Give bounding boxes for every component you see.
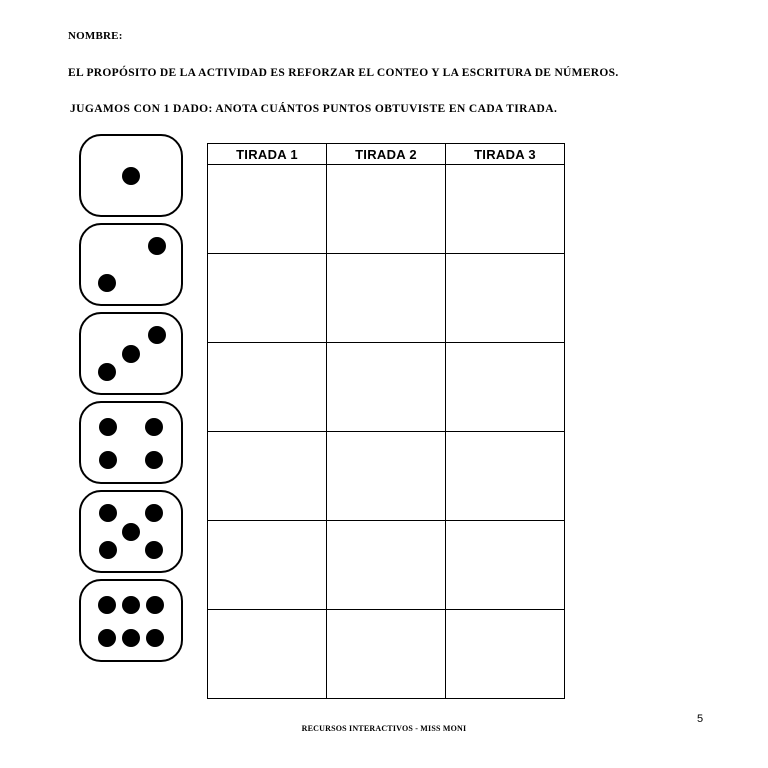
die-face-4-icon: [79, 401, 183, 484]
answer-cell[interactable]: [327, 432, 446, 521]
die-pip: [99, 541, 117, 559]
die-face-2-icon: [79, 223, 183, 306]
name-label: NOMBRE:: [68, 30, 123, 42]
die-pip: [98, 274, 116, 292]
answer-cell[interactable]: [208, 165, 327, 254]
answer-cell[interactable]: [208, 610, 327, 699]
die-pip: [122, 629, 140, 647]
column-header-tirada-3: TIRADA 3: [446, 144, 565, 165]
die-face-6-icon: [79, 579, 183, 662]
table-row: [208, 343, 565, 432]
die-pip: [99, 504, 117, 522]
die-pip: [146, 629, 164, 647]
activity-purpose: EL PROPÓSITO DE LA ACTIVIDAD ES REFORZAR EL CONTEO Y LA ESCRITURA DE NÚMEROS.: [68, 67, 619, 79]
table-row: [208, 165, 565, 254]
die-pip: [145, 451, 163, 469]
answer-cell[interactable]: [446, 432, 565, 521]
answer-cell[interactable]: [208, 343, 327, 432]
die-pip: [145, 504, 163, 522]
answer-cell[interactable]: [446, 254, 565, 343]
table-row: [208, 610, 565, 699]
page-number: 5: [697, 713, 704, 725]
activity-instruction: JUGAMOS CON 1 DADO: ANOTA CUÁNTOS PUNTOS OBTUVISTE EN CADA TIRADA.: [70, 103, 558, 115]
die-pip: [122, 523, 140, 541]
footer-credit: RECURSOS INTERACTIVOS - MISS MONI: [301, 724, 467, 733]
column-header-tirada-2: TIRADA 2: [327, 144, 446, 165]
die-pip: [145, 418, 163, 436]
die-pip: [148, 326, 166, 344]
die-pip: [122, 596, 140, 614]
answer-cell[interactable]: [327, 521, 446, 610]
die-face-3-icon: [79, 312, 183, 395]
table-row: [208, 432, 565, 521]
table-row: [208, 521, 565, 610]
answer-cell[interactable]: [327, 343, 446, 432]
answer-cell[interactable]: [446, 521, 565, 610]
answer-cell[interactable]: [327, 610, 446, 699]
answer-cell[interactable]: [446, 343, 565, 432]
answer-cell[interactable]: [327, 165, 446, 254]
die-pip: [122, 167, 140, 185]
die-pip: [98, 596, 116, 614]
column-header-tirada-1: TIRADA 1: [208, 144, 327, 165]
die-face-5-icon: [79, 490, 183, 573]
die-pip: [99, 451, 117, 469]
tiradas-table: [207, 143, 565, 699]
die-pip: [122, 345, 140, 363]
answer-cell[interactable]: [327, 254, 446, 343]
answer-cell[interactable]: [208, 432, 327, 521]
answer-cell[interactable]: [446, 610, 565, 699]
die-face-1-icon: [79, 134, 183, 217]
die-pip: [146, 596, 164, 614]
die-pip: [145, 541, 163, 559]
die-pip: [98, 629, 116, 647]
die-pip: [98, 363, 116, 381]
die-pip: [148, 237, 166, 255]
die-pip: [99, 418, 117, 436]
answer-cell[interactable]: [208, 521, 327, 610]
answer-cell[interactable]: [208, 254, 327, 343]
table-row: [208, 254, 565, 343]
table-header-row: [208, 144, 565, 165]
answer-cell[interactable]: [446, 165, 565, 254]
